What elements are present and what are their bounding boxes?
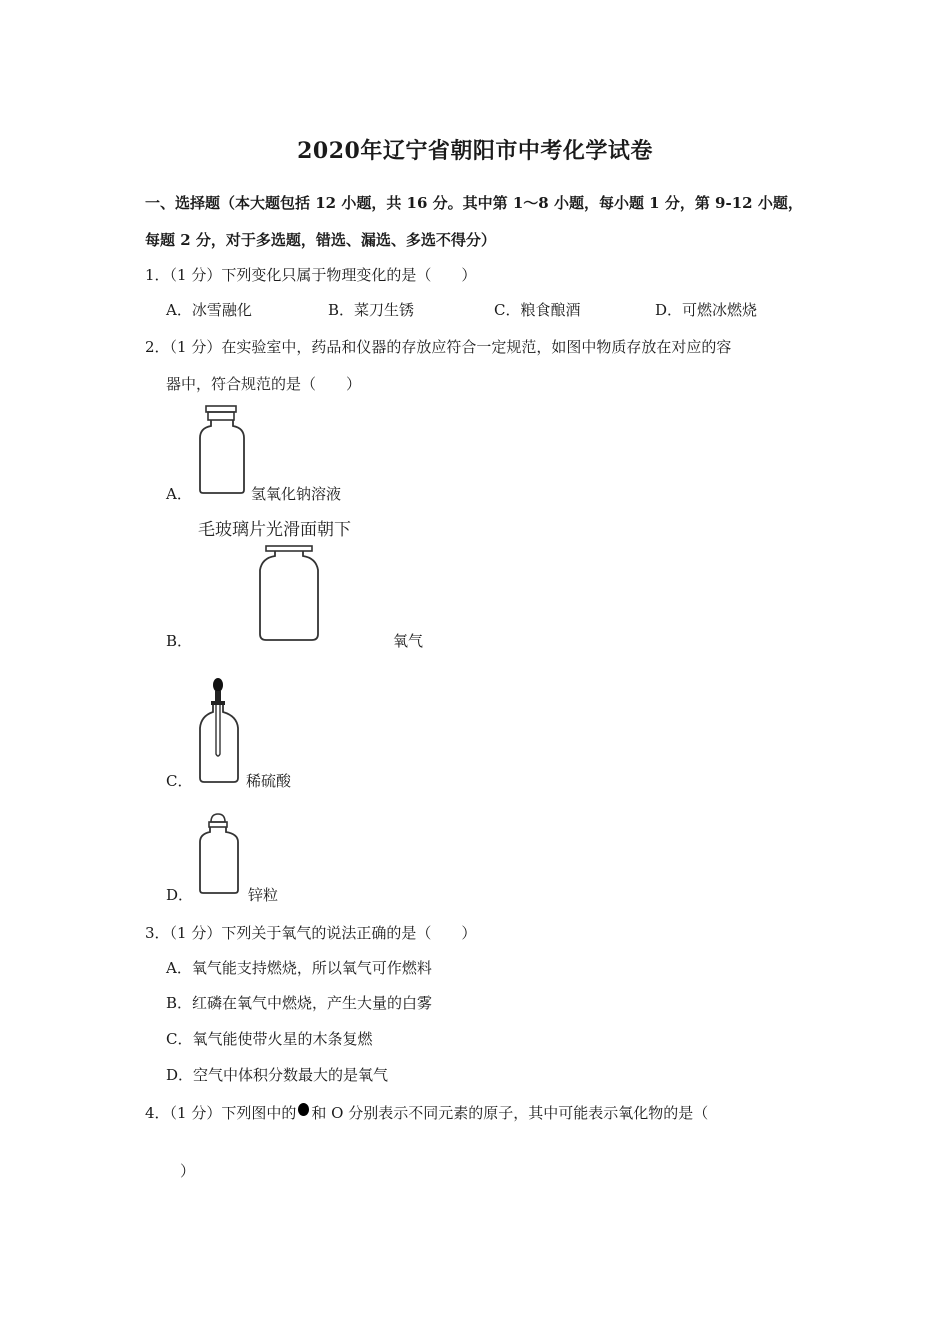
q3-option-a: A．氧气能支持燃烧，所以氧气可作燃料 <box>166 959 432 977</box>
q3-option-c: C．氧气能使带火星的木条复燃 <box>166 1030 373 1048</box>
section-header-line-1: 一、选择题（本大题包括 12 小题，共 16 分。其中第 1～8 小题，每小题 1 分，第 9-12 小题， <box>145 194 803 212</box>
q2-option-a-label: 氢氧化钠溶液 <box>251 485 342 503</box>
q1-option-c: C．粮食酿酒 <box>494 301 581 319</box>
question-4-stem-start: 4．（1 分）下列图中的 <box>145 1104 297 1122</box>
q2-option-c-label: 稀硫酸 <box>246 772 292 790</box>
section-header-line-2: 每题 2 分，对于多选题，错选、漏选、多选不得分） <box>145 231 496 249</box>
q1-option-b: B．菜刀生锈 <box>328 301 415 319</box>
question-4-stem <box>145 1102 708 1123</box>
q1-option-d: D．可燃冰燃烧 <box>655 301 758 319</box>
q3-option-b: B．红磷在氧气中燃烧，产生大量的白雾 <box>166 994 433 1012</box>
question-2-stem-line-2: 器中，符合规范的是（ ） <box>166 375 362 393</box>
question-4-stem-rest: 和 O 分别表示不同元素的原子，其中可能表示氧化物的是（ <box>311 1104 709 1122</box>
question-2-stem-line-1: 2．（1 分）在实验室中，药品和仪器的存放应符合一定规范，如图中物质存放在对应的容 <box>145 338 732 356</box>
q2-option-d-label: 锌粒 <box>248 886 279 904</box>
q1-option-a: A．冰雪融化 <box>166 301 252 319</box>
gas-collecting-bottle-icon <box>248 544 330 644</box>
page-title: 2020年辽宁省朝阳市中考化学试卷 <box>297 138 653 164</box>
q2-option-a-letter: A． <box>166 485 192 503</box>
q2-option-b-label: 氧气 <box>393 632 424 650</box>
q2-option-c-letter: C． <box>166 772 193 790</box>
narrow-mouth-bottle-stopper-icon <box>196 404 248 496</box>
filled-atom-icon <box>298 1103 309 1116</box>
q3-option-d: D．空气中体积分数最大的是氧气 <box>166 1066 389 1084</box>
question-4-stem-end: ） <box>180 1162 196 1180</box>
dropper-bottle-icon <box>196 676 244 786</box>
q2-option-b-note: 毛玻璃片光滑面朝下 <box>198 520 351 540</box>
q2-option-b-letter: B． <box>166 632 193 650</box>
question-1-stem: 1．（1 分）下列变化只属于物理变化的是（ ） <box>145 266 477 284</box>
q2-option-d-letter: D． <box>166 886 194 904</box>
reagent-bottle-icon <box>196 812 244 896</box>
question-3-stem: 3．（1 分）下列关于氧气的说法正确的是（ ） <box>145 924 477 942</box>
